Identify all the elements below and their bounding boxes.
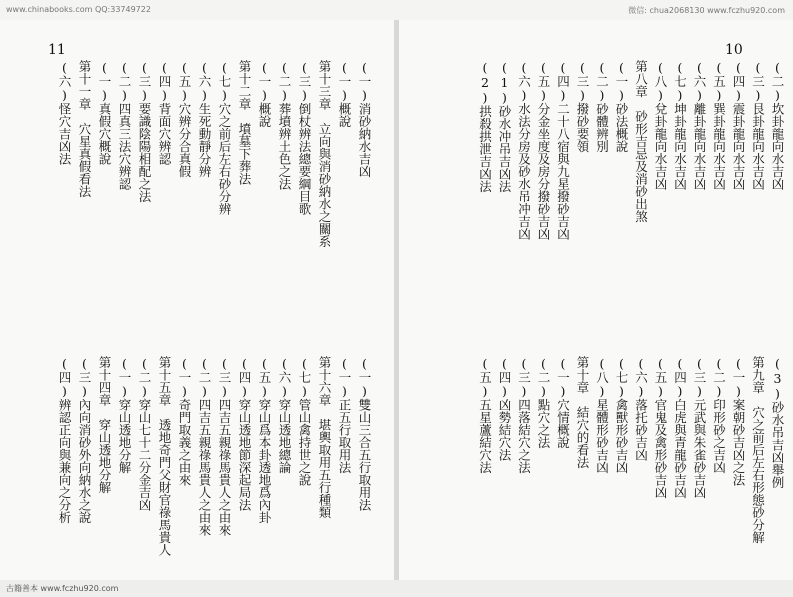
toc-entry xyxy=(354,356,374,565)
toc-entry xyxy=(709,356,729,565)
toc-entry xyxy=(475,356,495,565)
toc-entry-title: (一)穴情概說 xyxy=(555,356,571,449)
toc-entry xyxy=(94,60,114,330)
toc-entry-page xyxy=(729,356,730,565)
toc-entry-title: (三)元武與朱雀砂吉凶 xyxy=(692,356,707,499)
toc-entry-title: 第八章 砂形吉忌及消砂出煞 xyxy=(633,60,649,223)
toc-entry-title: (四)穿山透地節深起局法 xyxy=(237,356,252,511)
toc-entry xyxy=(314,356,334,565)
toc-entry-title: (一)消砂納水吉凶 xyxy=(357,60,372,178)
toc-entry xyxy=(729,356,749,565)
toc-entry-page xyxy=(514,356,515,565)
page-number: 11 xyxy=(48,42,66,58)
toc-entry xyxy=(514,356,534,565)
toc-entry-title: (一)案朝砂吉凶之法 xyxy=(731,356,746,486)
toc-entry-page xyxy=(651,356,652,565)
header-left-text: www.chinabooks.com QQ:33749722 xyxy=(6,5,151,14)
toc-entry xyxy=(254,60,274,330)
toc-entry-page xyxy=(134,356,135,565)
toc-entry-page xyxy=(314,60,315,330)
toc-entry-page xyxy=(74,60,75,330)
toc-entry-title: (四)二十八宿與九星撥砂吉凶 xyxy=(555,60,571,240)
toc-entry-page xyxy=(729,60,730,330)
toc-entry-title: (三)倒杖辨法總要綱目歌 xyxy=(297,60,312,215)
toc-entry-title: (六)穿山透地總論 xyxy=(277,356,292,474)
toc-entry-page xyxy=(748,60,749,330)
toc-entry-page xyxy=(631,60,632,330)
toc-entry-title: (二)坎卦龍向水吉凶 xyxy=(770,60,785,190)
toc-entry-title: (七)穴之前后左右砂分辨 xyxy=(217,60,232,215)
scan-header xyxy=(0,0,793,20)
toc-entry xyxy=(54,356,74,565)
toc-entry xyxy=(294,356,314,565)
toc-entry xyxy=(234,356,254,565)
toc-entry-page xyxy=(709,356,710,565)
toc-entry-title: (1)砂水冲吊吉凶法 xyxy=(497,60,512,193)
toc-entry xyxy=(254,356,274,565)
toc-entry xyxy=(690,60,710,330)
toc-entry xyxy=(612,356,632,565)
toc-entry-title: (一)真假穴概說 xyxy=(97,60,112,165)
toc-entry-title: (七)管山禽持世之說 xyxy=(297,356,312,486)
toc-entry-title: (一)砂法概說 xyxy=(614,60,629,153)
toc-entry-page xyxy=(354,356,355,565)
toc-entry xyxy=(709,60,729,330)
toc-entry-page xyxy=(709,60,710,330)
toc-entry xyxy=(534,60,554,330)
toc-entry-title: (五)穿山爲本卦透地爲內卦 xyxy=(257,356,272,524)
toc-entry xyxy=(334,60,354,330)
toc-entry xyxy=(154,60,174,330)
toc-entry-page xyxy=(234,356,235,565)
toc-entry-page xyxy=(573,60,574,330)
toc-entry-page xyxy=(670,356,671,565)
toc-entry-page xyxy=(690,60,691,330)
toc-entry xyxy=(729,60,749,330)
toc-entry-title: (六)生死動靜分辨 xyxy=(197,60,212,178)
toc-entry-title: (六)水法分房及砂水吊冲吉凶 xyxy=(516,60,532,240)
page-number: 10 xyxy=(725,42,743,58)
toc-entry-title: (五)五星蘆結穴法 xyxy=(477,356,493,474)
toc-entry-title: (八)星體形砂吉凶 xyxy=(594,356,610,474)
toc-entry-title: (一)概說 xyxy=(257,60,272,128)
toc-entry-page xyxy=(651,60,652,330)
toc-entry-title: 第十一章 穴星真假看法 xyxy=(77,60,92,198)
toc-entry-page xyxy=(294,356,295,565)
toc-entry-page xyxy=(768,356,769,565)
toc-entry-title: (八)兌卦龍向水吉凶 xyxy=(653,60,668,190)
toc-entry xyxy=(194,60,214,330)
toc-entry-page xyxy=(612,60,613,330)
toc-entry-title: (四)白虎與青龍砂吉凶 xyxy=(672,356,688,499)
toc-entry-page xyxy=(592,356,593,565)
toc-entry-title: 第九章 穴之前后左右形態砂分解 xyxy=(750,356,766,544)
toc-entry-title: (三)內向消砂外向納水之說 xyxy=(77,356,92,524)
toc-entry-page xyxy=(495,356,496,565)
toc-entry-page xyxy=(534,356,535,565)
toc-entry-title: (一)奇門取義之由來 xyxy=(177,356,192,486)
toc-entry xyxy=(194,356,214,565)
toc-entry xyxy=(174,60,194,330)
toc-entry-page xyxy=(534,60,535,330)
toc-entry-page xyxy=(553,356,554,565)
toc-entry xyxy=(670,356,690,565)
toc-entry-title: (三)艮卦龍向水吉凶 xyxy=(750,60,766,190)
toc-entry-page xyxy=(274,60,275,330)
toc-entry xyxy=(670,60,690,330)
toc-entry-title: (二)印形砂之吉凶 xyxy=(711,356,727,474)
toc-entry-page xyxy=(254,60,255,330)
toc-entry-page xyxy=(631,356,632,565)
toc-entry-title: 第十六章 堪輿取用五行種類 xyxy=(317,356,332,519)
toc-entry xyxy=(475,60,495,330)
toc-entry-title: (六)怪穴吉凶法 xyxy=(57,60,72,165)
toc-entry xyxy=(274,356,294,565)
toc-entry-page xyxy=(314,356,315,565)
toc-entry-page xyxy=(748,356,749,565)
toc-entry xyxy=(690,356,710,565)
toc-entry-title: (四)背面穴辨認 xyxy=(157,60,172,165)
toc-entry xyxy=(234,60,254,330)
toc-entry-page xyxy=(94,356,95,565)
toc-entry xyxy=(573,356,593,565)
toc-entry-page xyxy=(194,356,195,565)
toc-entry-title: (四)凶勢結穴法 xyxy=(497,356,512,461)
toc-entry xyxy=(294,60,314,330)
toc-entry-page xyxy=(214,356,215,565)
left-page xyxy=(0,20,394,580)
toc-entry xyxy=(134,60,154,330)
toc-entry xyxy=(214,356,234,565)
toc-entry-page xyxy=(573,356,574,565)
toc-entry-title: (六)離卦龍向水吉凶 xyxy=(692,60,707,190)
toc-entry-title: (七)禽獸形砂吉凶 xyxy=(614,356,629,474)
toc-entry-title: (二)穿山七十二分金吉凶 xyxy=(137,356,152,511)
toc-entry-title: (二)點穴之法 xyxy=(536,356,551,449)
toc-entry-title: (二)葬墳辨土色之法 xyxy=(277,60,292,190)
toc-entry xyxy=(354,60,374,330)
toc-entry xyxy=(748,356,768,565)
toc-entry xyxy=(631,356,651,565)
toc-entry xyxy=(631,60,651,330)
toc-entry xyxy=(651,60,671,330)
toc-entry-page xyxy=(54,60,55,330)
toc-entry-page xyxy=(174,356,175,565)
header-right-text: 微信: chua2068130 www.fczhu920.com xyxy=(628,6,785,15)
toc-entry xyxy=(114,60,134,330)
toc-entry-page xyxy=(553,60,554,330)
toc-entry-page xyxy=(334,60,335,330)
toc-entry-title: (二)砂體辨別 xyxy=(594,60,610,153)
toc-entry-title: (一)概說 xyxy=(337,60,352,128)
toc-entry xyxy=(314,60,334,330)
toc-entry xyxy=(768,60,788,330)
toc-entry-title: 第十四章 穿山透地分解 xyxy=(97,356,112,494)
toc-entry-page xyxy=(134,60,135,330)
toc-entry-title: 第十五章 透地奇門父財官祿馬貴人 xyxy=(157,356,172,556)
right-page xyxy=(399,20,793,580)
toc-entry-page xyxy=(354,60,355,330)
toc-entry-title: (一)正五行取用法 xyxy=(337,356,352,474)
toc-entry xyxy=(534,356,554,565)
toc-entry xyxy=(54,60,74,330)
toc-entry-page xyxy=(690,356,691,565)
toc-entry-title: (三)四吉五親祿馬貴人之由來 xyxy=(217,356,232,536)
toc-entry-title: (五)穴辨分合真假 xyxy=(177,60,192,178)
footer-watermark: 古籍善本 www.fczhu920.com xyxy=(6,584,119,593)
toc-entry-title: (五)巽卦龍向水吉凶 xyxy=(711,60,727,190)
toc-entry xyxy=(514,60,534,330)
toc-entry xyxy=(154,356,174,565)
toc-entry xyxy=(214,60,234,330)
toc-entry-page xyxy=(114,356,115,565)
toc-entry-page xyxy=(475,356,476,565)
toc-entry-title: (一)穿山透地分解 xyxy=(117,356,132,474)
toc-entry xyxy=(495,60,515,330)
toc-entry-title: (二)四吉五親祿馬貴人之由來 xyxy=(197,356,212,536)
toc-entry-title: 第十章 結穴的看法 xyxy=(575,356,590,469)
toc-entry-page xyxy=(274,356,275,565)
toc-entry-page xyxy=(94,60,95,330)
toc-entry-page xyxy=(114,60,115,330)
toc-entry-title: (三)要識陰陽相配之法 xyxy=(137,60,152,203)
toc-entry-page xyxy=(154,356,155,565)
toc-entry-title: (二)四真三法穴辨認 xyxy=(117,60,132,190)
scan-footer xyxy=(0,580,793,597)
toc-entry-page xyxy=(670,60,671,330)
toc-entry-title: (五)分金坐度及房分撥砂吉凶 xyxy=(536,60,551,240)
toc-entry-page xyxy=(54,356,55,565)
toc-entry-title: (3)砂水吊吉凶舉例 xyxy=(770,356,785,489)
toc-entry xyxy=(553,60,573,330)
toc-entry-title: 第十二章 墳墓下葬法 xyxy=(237,60,252,185)
toc-entry xyxy=(334,356,354,565)
toc-entry xyxy=(592,356,612,565)
toc-entry xyxy=(592,60,612,330)
toc-entry xyxy=(651,356,671,565)
toc-entry-title: (四)震卦龍向水吉凶 xyxy=(731,60,746,190)
toc-entry xyxy=(74,356,94,565)
toc-entry-page xyxy=(334,356,335,565)
toc-column-group xyxy=(34,60,374,565)
toc-entry xyxy=(174,356,194,565)
toc-entry-page xyxy=(234,60,235,330)
toc-entry-title: (四)辨認正向與兼向之分析 xyxy=(57,356,72,524)
toc-entry xyxy=(573,60,593,330)
toc-entry-title: (七)坤卦龍向水吉凶 xyxy=(672,60,688,190)
toc-column-group xyxy=(405,60,787,565)
toc-entry xyxy=(495,356,515,565)
toc-entry-page xyxy=(214,60,215,330)
toc-entry-page xyxy=(514,60,515,330)
toc-entry xyxy=(114,356,134,565)
toc-entry-title: (2)拱殺拱泄吉凶法 xyxy=(477,60,493,193)
toc-entry-title: (三)撥砂要領 xyxy=(575,60,590,153)
toc-entry-page xyxy=(154,60,155,330)
toc-entry xyxy=(94,356,114,565)
toc-entry-page xyxy=(768,60,769,330)
toc-entry xyxy=(134,356,154,565)
toc-entry-page xyxy=(612,356,613,565)
toc-entry-title: (一)雙山三合五行取用法 xyxy=(357,356,372,511)
toc-entry-title: (六)落托砂吉凶 xyxy=(633,356,649,461)
toc-entry-page xyxy=(475,60,476,330)
toc-entry-title: (五)官鬼及禽形砂吉凶 xyxy=(653,356,668,499)
toc-entry xyxy=(748,60,768,330)
toc-entry xyxy=(553,356,573,565)
toc-entry-page xyxy=(194,60,195,330)
toc-entry-title: (三)四落結穴之法 xyxy=(516,356,532,474)
toc-entry-page xyxy=(254,356,255,565)
toc-entry-title: 第十三章 立向與消砂納水之關系 xyxy=(317,60,332,248)
toc-entry-page xyxy=(294,60,295,330)
toc-entry xyxy=(768,356,788,565)
toc-entry-page xyxy=(592,60,593,330)
toc-entry-page xyxy=(174,60,175,330)
toc-entry-page xyxy=(495,60,496,330)
toc-entry xyxy=(74,60,94,330)
toc-entry-page xyxy=(74,356,75,565)
toc-entry xyxy=(274,60,294,330)
toc-entry xyxy=(612,60,632,330)
